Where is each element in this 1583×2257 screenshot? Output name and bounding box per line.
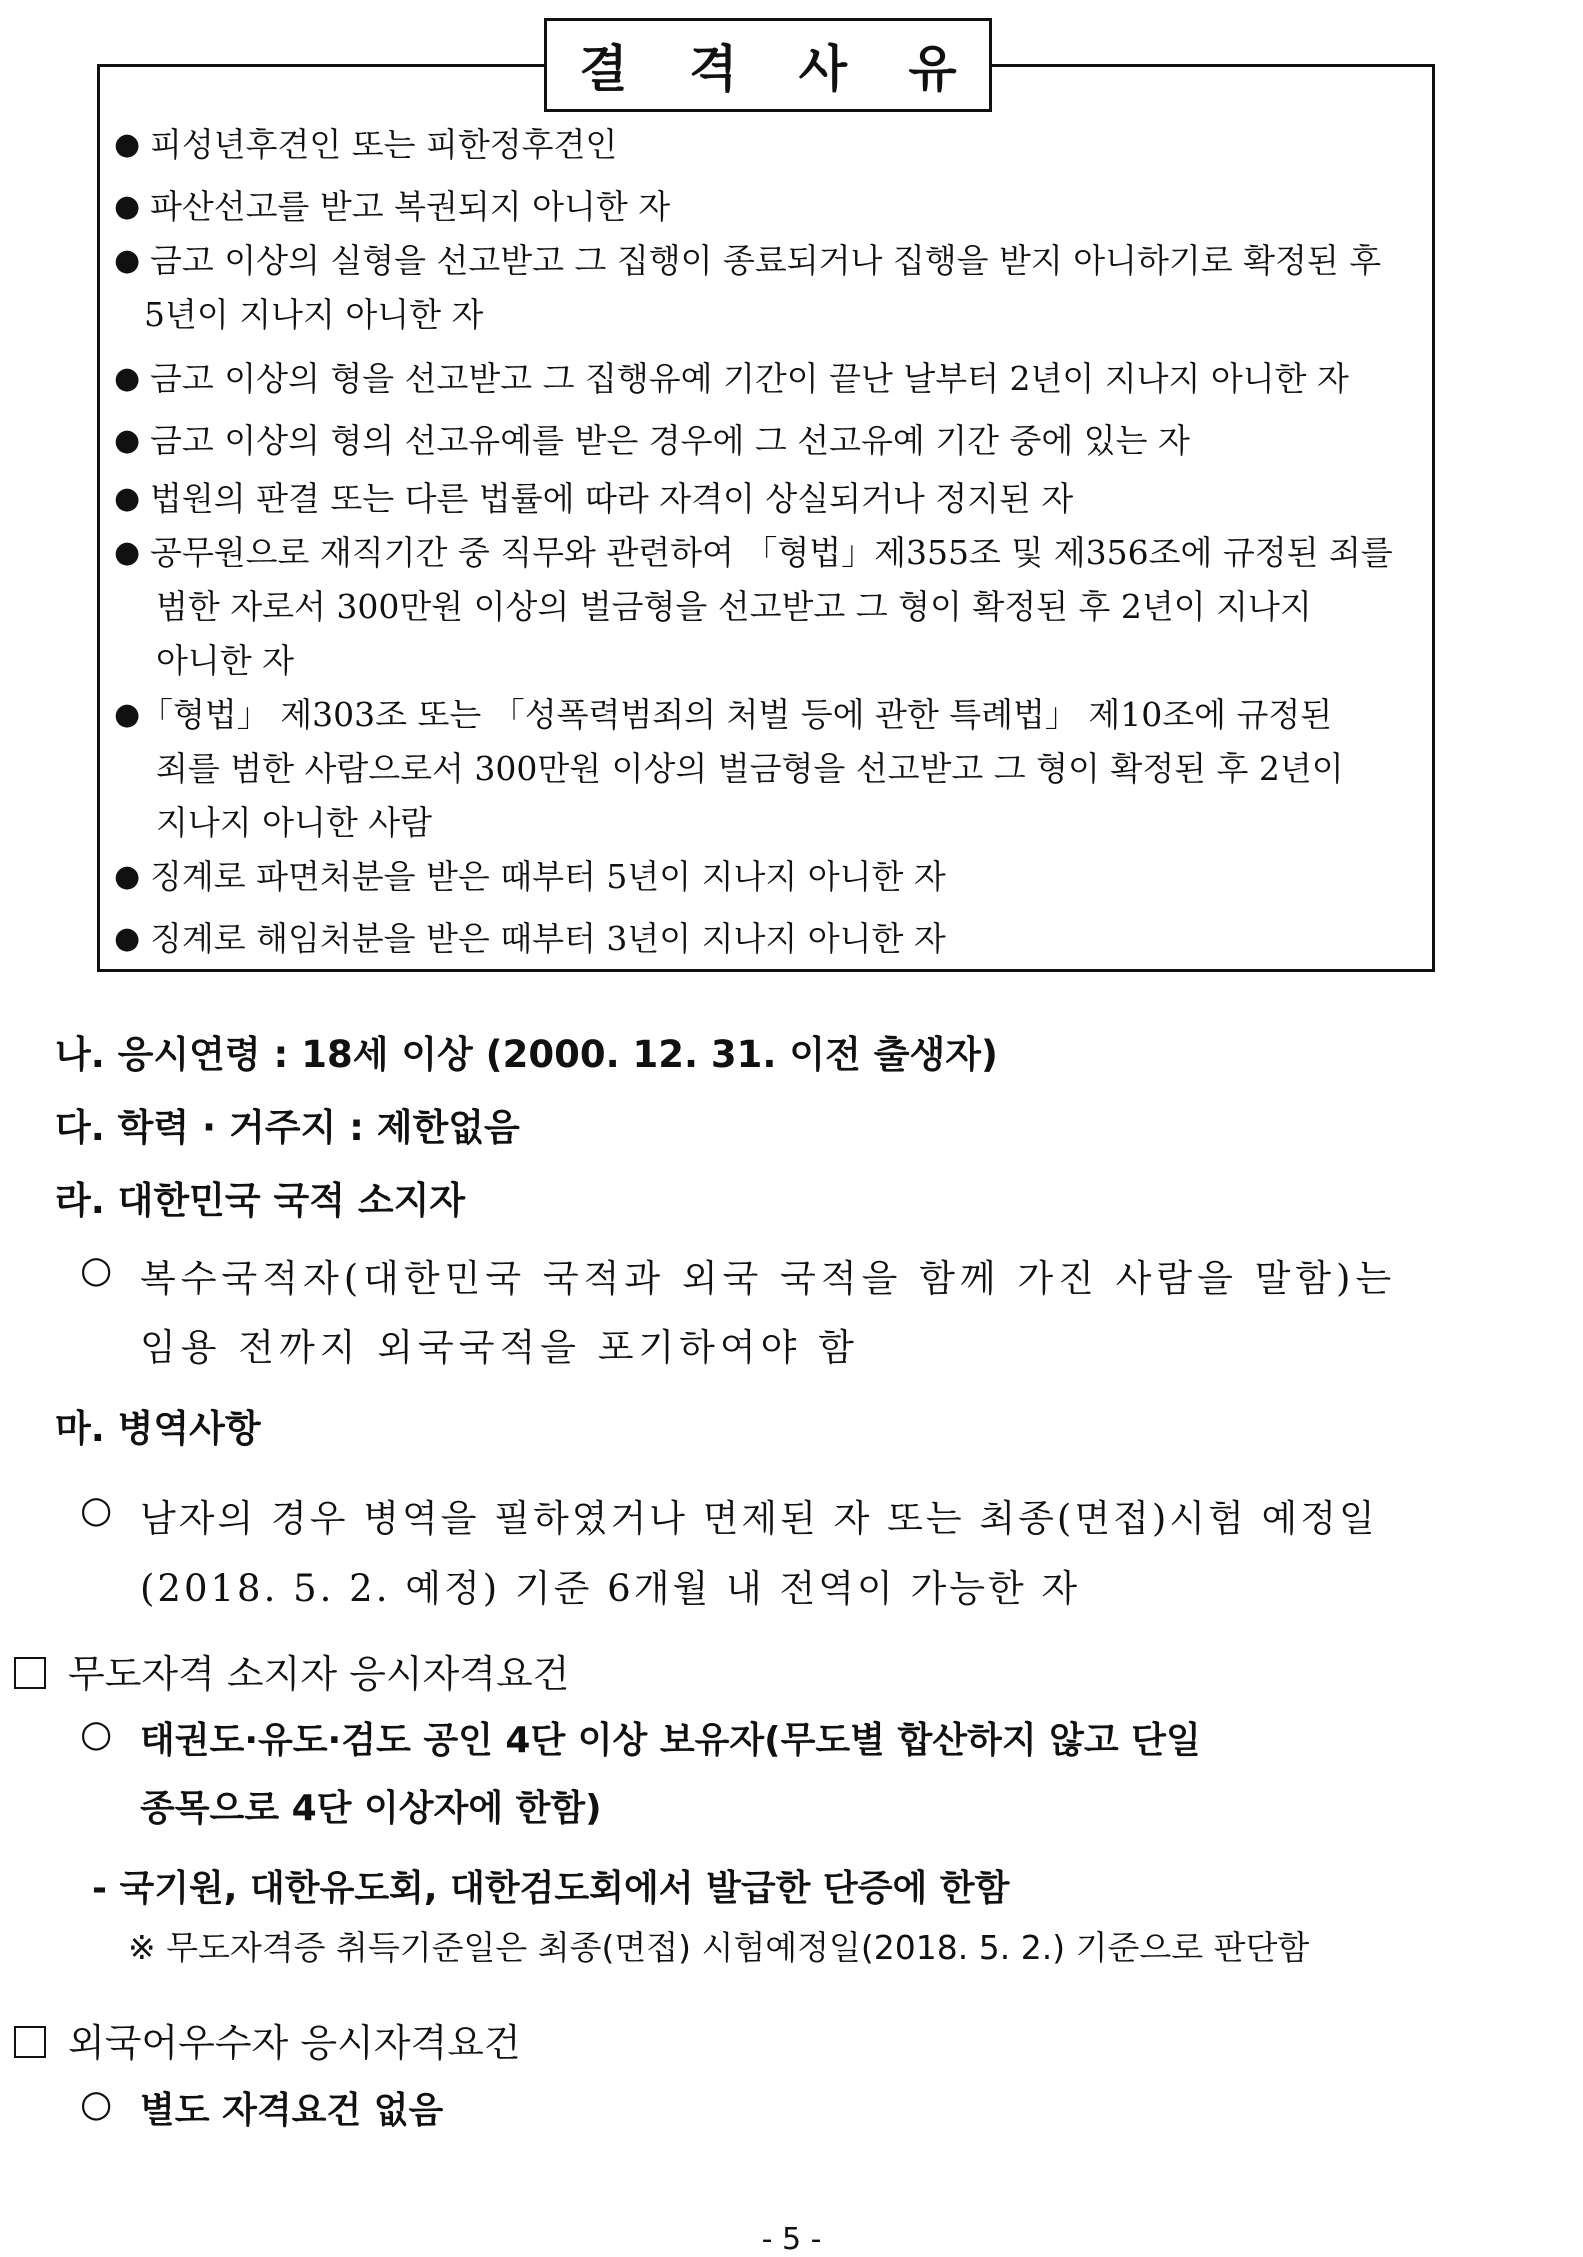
list-item: ● 「형법」 제303조 또는 「성폭력범죄의 처벌 등에 관한 특례법」 제10조에 규정된 죄를 범한 사람으로서 300만원 이상의 벌금형을 선고받고 그 형이 확정된 후 2년이 지나지 아니한 사람 <box>140 688 1344 850</box>
list-item: ● 금고 이상의 형을 선고받고 그 집행유예 기간이 끝난 날부터 2년이 지나지 아니한 자 <box>150 352 1349 406</box>
list-item: ● 금고 이상의 실형을 선고받고 그 집행이 종료되거나 집행을 받지 아니하기로 확정된 후 5년이 지나지 아니한 자 <box>150 234 1381 342</box>
section-age: 나. 응시연령 : 18세 이상 (2000. 12. 31. 이전 출생자) <box>55 1033 998 1076</box>
military-text-1: 남자의 경우 병역을 필하였거나 면제된 자 또는 최종(면접)시험 예정일 <box>140 1497 1378 1540</box>
disqualification-title: 결 격 사 유 <box>544 18 992 112</box>
list-item: ● 징계로 파면처분을 받은 때부터 5년이 지나지 아니한 자 <box>150 850 946 904</box>
list-item: ● 법원의 판결 또는 다른 법률에 따라 자격이 상실되거나 정지된 자 <box>150 472 1073 526</box>
circle-icon: ○ <box>80 1712 113 1755</box>
bullet-icon: ● <box>114 481 141 516</box>
list-item: ● 금고 이상의 형의 선고유예를 받은 경우에 그 선고유예 기간 중에 있는 자 <box>150 414 1190 468</box>
nationality-text-1: 복수국적자(대한민국 국적과 외국 국적을 함께 가진 사람을 말함)는 <box>140 1257 1397 1300</box>
list-item: ● 파산선고를 받고 복권되지 아니한 자 <box>150 180 670 234</box>
military-text-2: (2018. 5. 2. 예정) 기준 6개월 내 전역이 가능한 자 <box>140 1567 1081 1610</box>
bullet-icon: ● <box>114 361 141 396</box>
list-item: ● 징계로 해임처분을 받은 때부터 3년이 지나지 아니한 자 <box>150 912 946 966</box>
section-military: 마. 병역사항 <box>55 1407 261 1450</box>
martial-dash-note: - 국기원, 대한유도회, 대한검도회에서 발급한 단증에 한함 <box>92 1868 1010 1909</box>
page-number: - 5 - <box>761 2222 822 2257</box>
foreign-language-header: 외국어우수자 응시자격요건 <box>14 2012 521 2067</box>
list-item: ● 피성년후견인 또는 피한정후견인 <box>150 118 617 172</box>
circle-icon: ○ <box>80 1248 113 1291</box>
list-item: ● 공무원으로 재직기간 중 직무와 관련하여 「형법」제355조 및 제356조에 규정된 죄를 범한 자로서 300만원 이상의 벌금형을 선고받고 그 형이 확정된 후 2년이 지나지 아니한 자 <box>150 526 1393 688</box>
section-nationality: 라. 대한민국 국적 소지자 <box>55 1179 466 1222</box>
martial-arts-header: 무도자격 소지자 응시자격요건 <box>14 1643 569 1698</box>
bullet-icon: ● <box>114 243 141 278</box>
bullet-icon: ● <box>114 423 141 458</box>
bullet-icon: ● <box>114 127 141 162</box>
checkbox-icon <box>14 2026 46 2058</box>
circle-icon: ○ <box>80 2082 113 2125</box>
section-education: 다. 학력 · 거주지 : 제한없음 <box>55 1106 520 1149</box>
nationality-text-2: 임용 전까지 외국국적을 포기하여야 함 <box>140 1326 859 1369</box>
foreign-text: 별도 자격요건 없음 <box>140 2090 444 2131</box>
martial-note: ※ 무도자격증 취득기준일은 최종(면접) 시험예정일(2018. 5. 2.) 기준으로 판단함 <box>128 1928 1310 1967</box>
bullet-icon: ● <box>114 697 141 732</box>
bullet-icon: ● <box>114 535 141 570</box>
martial-text-1: 태권도·유도·검도 공인 4단 이상 보유자(무도별 합산하지 않고 단일 <box>140 1720 1201 1761</box>
bullet-icon: ● <box>114 859 141 894</box>
circle-icon: ○ <box>80 1488 113 1531</box>
checkbox-icon <box>14 1657 46 1689</box>
bullet-icon: ● <box>114 921 141 956</box>
martial-text-2: 종목으로 4단 이상자에 한함) <box>140 1788 602 1829</box>
bullet-icon: ● <box>114 189 141 224</box>
